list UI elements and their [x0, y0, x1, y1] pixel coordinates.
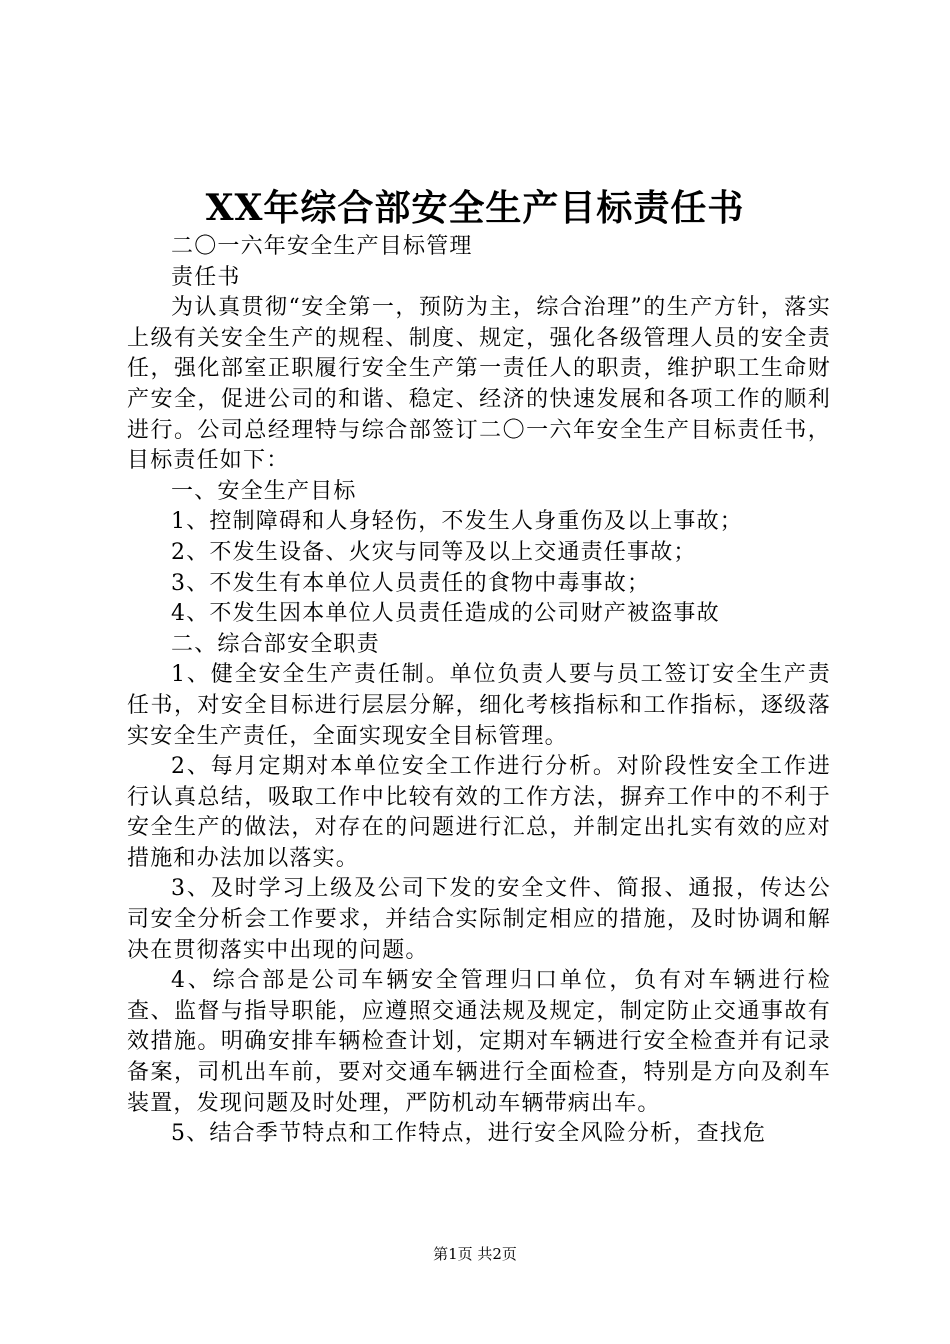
list-item: 2、每月定期对本单位安全工作进行分析。对阶段性安全工作进行认真总结，吸取工作中比较有效的工作方法，摒弃工作中的不利于安全生产的做法，对存在的问题进行汇总，并制定出扎实有效的应对措施和办法加以落实。 — [127, 754, 831, 871]
paragraph: 为认真贯彻“安全第一，预防为主，综合治理”的生产方针，落实上级有关安全生产的规程、制度、规定，强化各级管理人员的安全责任，强化部室正职履行安全生产第一责任人的职责，维护职工生命财产安全，促进公司的和谐、稳定、经济的快速发展和各项工作的顺利进行。公司总经理特与综合部签订二〇一六年安全生产目标责任书，目标责任如下： — [127, 295, 831, 474]
paragraph: 责任书 — [171, 264, 241, 290]
section-heading: 二、综合部安全职责 — [171, 631, 380, 657]
document-body — [127, 232, 831, 1150]
list-item: 3、不发生有本单位人员责任的食物中毒事故； — [171, 570, 651, 596]
list-item: 5、结合季节特点和工作特点，进行安全风险分析，查找危 — [171, 1121, 767, 1147]
list-item: 1、控制障碍和人身轻伤，不发生人身重伤及以上事故； — [171, 509, 743, 535]
list-item: 4、综合部是公司车辆安全管理归口单位，负有对车辆进行检查、监督与指导职能，应遵照交通法规及规定，制定防止交通事故有效措施。明确安排车辆检查计划，定期对车辆进行安全检查并有记录备案，司机出车前，要对交通车辆进行全面检查，特别是方向及刹车装置，发现问题及时处理，严防机动车辆带病出车。 — [127, 968, 831, 1116]
list-item: 2、不发生设备、火灾与同等及以上交通责任事故； — [171, 539, 697, 565]
section-heading: 一、安全生产目标 — [171, 478, 357, 504]
paragraph: 二〇一六年安全生产目标管理 — [171, 234, 473, 259]
list-item: 1、健全安全生产责任制。单位负责人要与员工签订安全生产责任书，对安全目标进行层层分解，细化考核指标和工作指标，逐级落实安全生产责任，全面实现安全目标管理。 — [127, 662, 831, 749]
list-item: 4、不发生因本单位人员责任造成的公司财产被盗事故 — [171, 601, 720, 627]
list-item: 3、及时学习上级及公司下发的安全文件、简报、通报，传达公司安全分析会工作要求，并结合实际制定相应的措施，及时协调和解决在贯彻落实中出现的问题。 — [127, 876, 831, 963]
page-footer: 第1页 共2页 — [433, 1245, 517, 1263]
document-title: XX年综合部安全生产目标责任书 — [205, 187, 745, 229]
